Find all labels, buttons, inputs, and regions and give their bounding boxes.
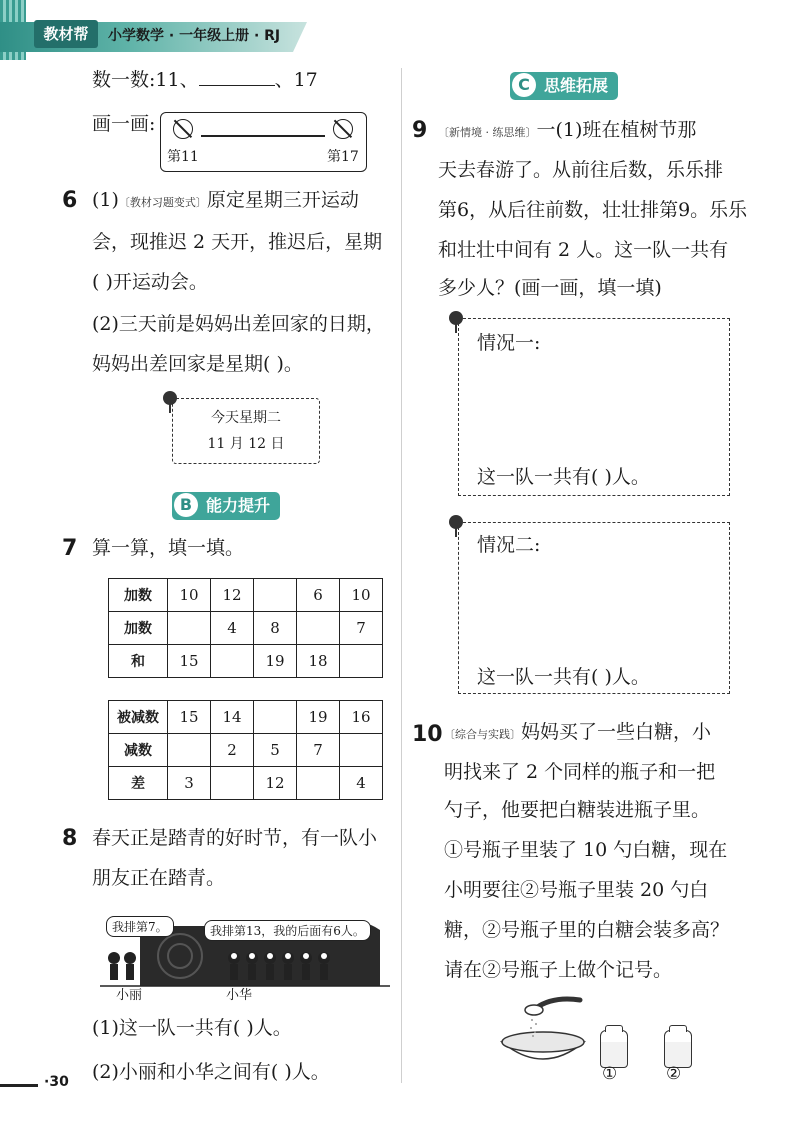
q6-line3: ( )开运动会。 xyxy=(92,271,208,293)
count-end: 、17 xyxy=(274,69,318,91)
table-cell: 16 xyxy=(340,701,383,734)
table-cell: 8 xyxy=(254,612,297,645)
row-header: 被减数 xyxy=(109,701,168,734)
bottle-2[interactable] xyxy=(664,1030,692,1068)
q6-tag: 〔教材习题变式〕 xyxy=(118,196,207,209)
table-cell[interactable] xyxy=(340,734,383,767)
q7-text: 算一算，填一填。 xyxy=(92,537,245,559)
q6-note-line2: 11 月 12 日 xyxy=(207,436,285,452)
q6-p2-line2: 妈妈出差回家是星期( )。 xyxy=(92,353,303,375)
bottle-1-label: ① xyxy=(602,1064,618,1084)
column-divider xyxy=(401,68,402,1083)
count-line xyxy=(92,60,318,100)
table-cell[interactable] xyxy=(340,645,383,678)
table-cell[interactable] xyxy=(297,612,340,645)
q6-p1-line1: 原定星期三开运动 xyxy=(206,189,359,211)
table-row xyxy=(109,734,383,767)
table-cell: 19 xyxy=(297,701,340,734)
tree-icon xyxy=(160,390,180,414)
question-10-number: 10 xyxy=(412,722,443,747)
question-7-number: 7 xyxy=(62,536,78,561)
table-cell[interactable] xyxy=(254,579,297,612)
section-b-label: 能力提升 xyxy=(206,496,271,515)
name-xiaohua: 小华 xyxy=(226,988,253,1003)
table-cell[interactable] xyxy=(211,767,254,800)
q9-line3: 第6，从后往前数，壮壮排第9。乐乐 xyxy=(438,199,748,221)
count-blank[interactable] xyxy=(199,85,275,86)
q10-line1 xyxy=(444,712,711,755)
q6-p1-prefix: (1) xyxy=(92,189,119,211)
name-xiaoli: 小丽 xyxy=(116,988,143,1003)
q10-line2: 明找来了 2 个同样的瓶子和一把 xyxy=(444,761,716,783)
table-cell: 7 xyxy=(297,734,340,767)
table-cell[interactable] xyxy=(211,645,254,678)
table-cell: 2 xyxy=(211,734,254,767)
q10-line1-text: 妈妈买了一些白糖，小 xyxy=(521,721,712,743)
q10-line7: 请在②号瓶子上做个记号。 xyxy=(444,959,673,981)
table-cell: 19 xyxy=(254,645,297,678)
table-cell: 12 xyxy=(254,767,297,800)
table-cell: 3 xyxy=(168,767,211,800)
table-row xyxy=(109,612,383,645)
page-number-value: 30 xyxy=(49,1074,69,1090)
table-cell: 15 xyxy=(168,701,211,734)
question-6-number: 6 xyxy=(62,188,78,213)
table-cell: 12 xyxy=(211,579,254,612)
draw-label: 画一画: xyxy=(92,113,156,135)
table-cell: 5 xyxy=(254,734,297,767)
q8-line1: 春天正是踏青的好时节，有一队小 xyxy=(92,827,378,849)
question-8-number: 8 xyxy=(62,826,78,851)
case-1-answer: 这一队一共有( )人。 xyxy=(477,466,650,488)
case-2-answer: 这一队一共有( )人。 xyxy=(477,666,650,688)
sugar-bowl-icon xyxy=(498,994,588,1074)
table-cell: 10 xyxy=(340,579,383,612)
table-cell: 14 xyxy=(211,701,254,734)
table-row xyxy=(109,701,383,734)
case-2-label: 情况二: xyxy=(477,534,541,556)
q6-line2: 会，现推迟 2 天开，推迟后，星期 xyxy=(92,231,383,253)
table-cell: 7 xyxy=(340,612,383,645)
q10-line5: 小明要往②号瓶子里装 20 勺白 xyxy=(444,879,709,901)
tree-icon xyxy=(446,514,466,538)
table-cell: 4 xyxy=(340,767,383,800)
page-number: ·30 xyxy=(44,1074,69,1090)
q6-note-line1: 今天星期二 xyxy=(211,410,281,426)
q10-line4: ①号瓶子里装了 10 勺白糖，现在 xyxy=(444,839,728,861)
table-cell[interactable] xyxy=(168,612,211,645)
case-1-label: 情况一: xyxy=(477,332,541,354)
question-9-number: 9 xyxy=(412,118,428,143)
row-header: 减数 xyxy=(109,734,168,767)
section-b-badge xyxy=(172,492,280,520)
table-row xyxy=(109,579,383,612)
q9-line1-text: 一(1)班在植树节那 xyxy=(536,119,697,141)
speech-bubble-2: 我排第13，我的后面有6人。 xyxy=(204,920,371,941)
q6-note-box xyxy=(172,398,320,464)
draw-end-label: 第17 xyxy=(327,149,359,165)
case-1-box[interactable] xyxy=(458,318,730,496)
row-header: 差 xyxy=(109,767,168,800)
tree-icon xyxy=(446,310,466,334)
circle-icon xyxy=(333,119,353,139)
table-row xyxy=(109,645,383,678)
q9-line4: 和壮壮中间有 2 人。这一队一共有 xyxy=(438,239,729,261)
table-cell: 18 xyxy=(297,645,340,678)
q9-line5: 多少人？(画一画，填一填) xyxy=(438,277,662,299)
q9-tag: 〔新情境 · 练思维〕 xyxy=(438,126,537,139)
section-c-badge xyxy=(510,72,618,100)
case-2-box[interactable] xyxy=(458,522,730,694)
draw-start-label: 第11 xyxy=(167,149,199,165)
q10-line3: 勺子，他要把白糖装进瓶子里。 xyxy=(444,799,711,821)
row-header: 加数 xyxy=(109,612,168,645)
section-c-letter: C xyxy=(512,73,536,97)
header-title: 小学数学 · 一年级上册 · RJ xyxy=(108,28,281,44)
table-cell: 4 xyxy=(211,612,254,645)
addition-table xyxy=(108,578,383,678)
table-row xyxy=(109,767,383,800)
circle-icon xyxy=(173,119,193,139)
draw-line xyxy=(201,135,325,137)
table-cell[interactable] xyxy=(168,734,211,767)
q10-tag: 〔综合与实践〕 xyxy=(444,728,521,741)
section-b-letter: B xyxy=(174,493,198,517)
count-label: 数一数:11、 xyxy=(92,69,199,91)
section-c-label: 思维拓展 xyxy=(544,76,609,95)
q9-line1 xyxy=(438,110,696,153)
table-cell[interactable] xyxy=(297,767,340,800)
subtraction-table xyxy=(108,700,383,800)
table-cell: 6 xyxy=(297,579,340,612)
q6-p2-line1: (2)三天前是妈妈出差回家的日期， xyxy=(92,313,385,335)
table-cell: 10 xyxy=(168,579,211,612)
q8-p2: (2)小丽和小华之间有( )人。 xyxy=(92,1061,330,1083)
q8-line2: 朋友正在踏青。 xyxy=(92,867,226,889)
table-cell[interactable] xyxy=(254,701,297,734)
bottle-2-label: ② xyxy=(666,1064,682,1084)
speech-bubble-1: 我排第7。 xyxy=(106,916,174,937)
q6-line1 xyxy=(92,180,359,223)
q10-line6: 糖，②号瓶子里的白糖会装多高？ xyxy=(444,919,730,941)
bottle-1 xyxy=(600,1030,628,1068)
row-header: 加数 xyxy=(109,579,168,612)
draw-box[interactable] xyxy=(160,112,367,172)
row-header: 和 xyxy=(109,645,168,678)
table-cell: 15 xyxy=(168,645,211,678)
q9-line2: 天去春游了。从前往后数，乐乐排 xyxy=(438,159,724,181)
q8-p1: (1)这一队一共有( )人。 xyxy=(92,1017,292,1039)
header-badge: 教材帮 xyxy=(34,20,98,48)
